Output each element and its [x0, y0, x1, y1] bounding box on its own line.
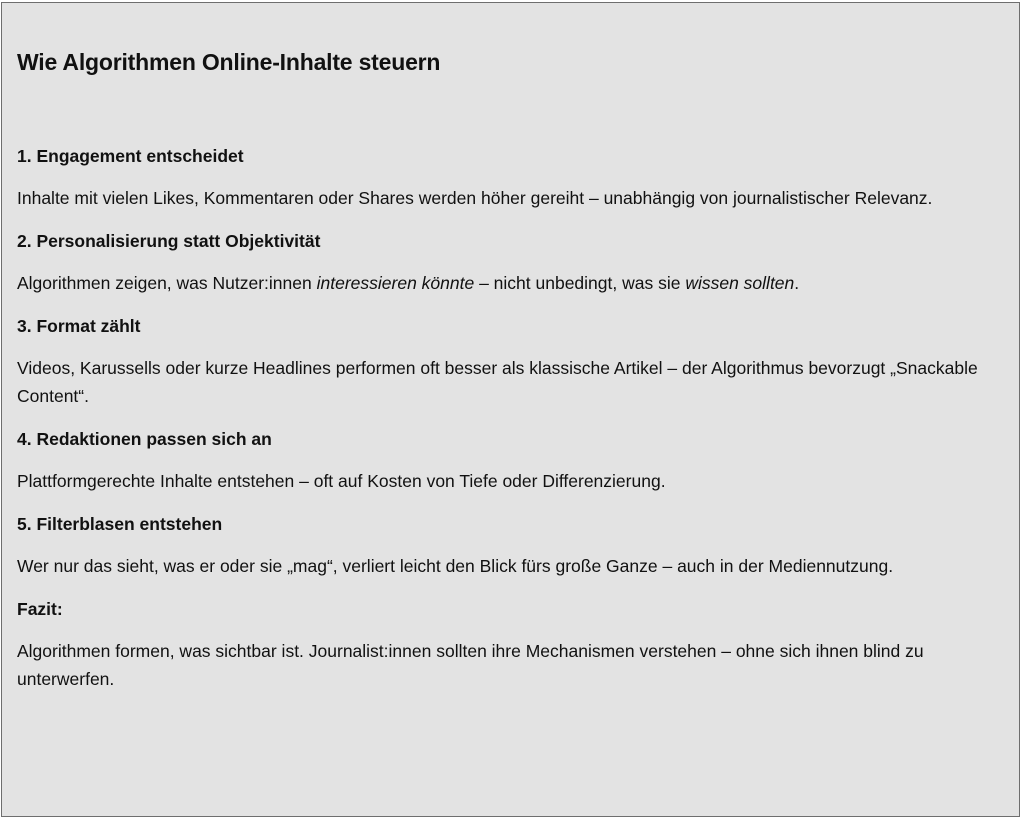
section-body	[17, 269, 1007, 297]
section-fazit	[17, 595, 1007, 693]
text-box	[1, 2, 1020, 817]
section-heading: 4. Redaktionen passen sich an	[17, 429, 272, 449]
section-redaktionen	[17, 425, 1007, 495]
section-heading: 2. Personalisierung statt Objektivität	[17, 231, 321, 251]
section-heading: 5. Filterblasen entstehen	[17, 514, 223, 534]
section-heading: Fazit:	[17, 599, 63, 619]
body-text: – nicht unbedingt, was sie	[474, 273, 686, 293]
section-heading: 1. Engagement entscheidet	[17, 146, 244, 166]
body-text: .	[794, 273, 800, 293]
section-filterblasen	[17, 510, 1007, 580]
section-engagement	[17, 142, 1007, 212]
section-body: Inhalte mit vielen Likes, Kommentaren oder Shares werden höher gereiht – unabhängig von journalistischer Relevanz.	[17, 188, 933, 208]
content	[17, 142, 1007, 708]
section-format	[17, 312, 1007, 410]
section-personalisierung	[17, 227, 1007, 297]
section-body: Algorithmen formen, was sichtbar ist. Journalist:innen sollten ihre Mechanismen verstehen – ohne sich ihnen blind zu unterwerfen.	[17, 641, 924, 689]
section-body: Plattformgerechte Inhalte entstehen – oft auf Kosten von Tiefe oder Differenzierung.	[17, 471, 666, 491]
section-body: Videos, Karussells oder kurze Headlines performen oft besser als klassische Artikel – der Algorithmus bevorzugt „Snackable Content“.	[17, 358, 978, 406]
page-title: Wie Algorithmen Online-Inhalte steuern	[17, 49, 441, 75]
body-text: Algorithmen zeigen, was Nutzer:innen	[17, 273, 317, 293]
section-body: Wer nur das sieht, was er oder sie „mag“, verliert leicht den Blick fürs große Ganze – auch in der Mediennutzung.	[17, 556, 894, 576]
body-emphasis: interessieren könnte	[316, 273, 475, 293]
body-emphasis: wissen sollten	[685, 273, 795, 293]
section-heading: 3. Format zählt	[17, 316, 141, 336]
